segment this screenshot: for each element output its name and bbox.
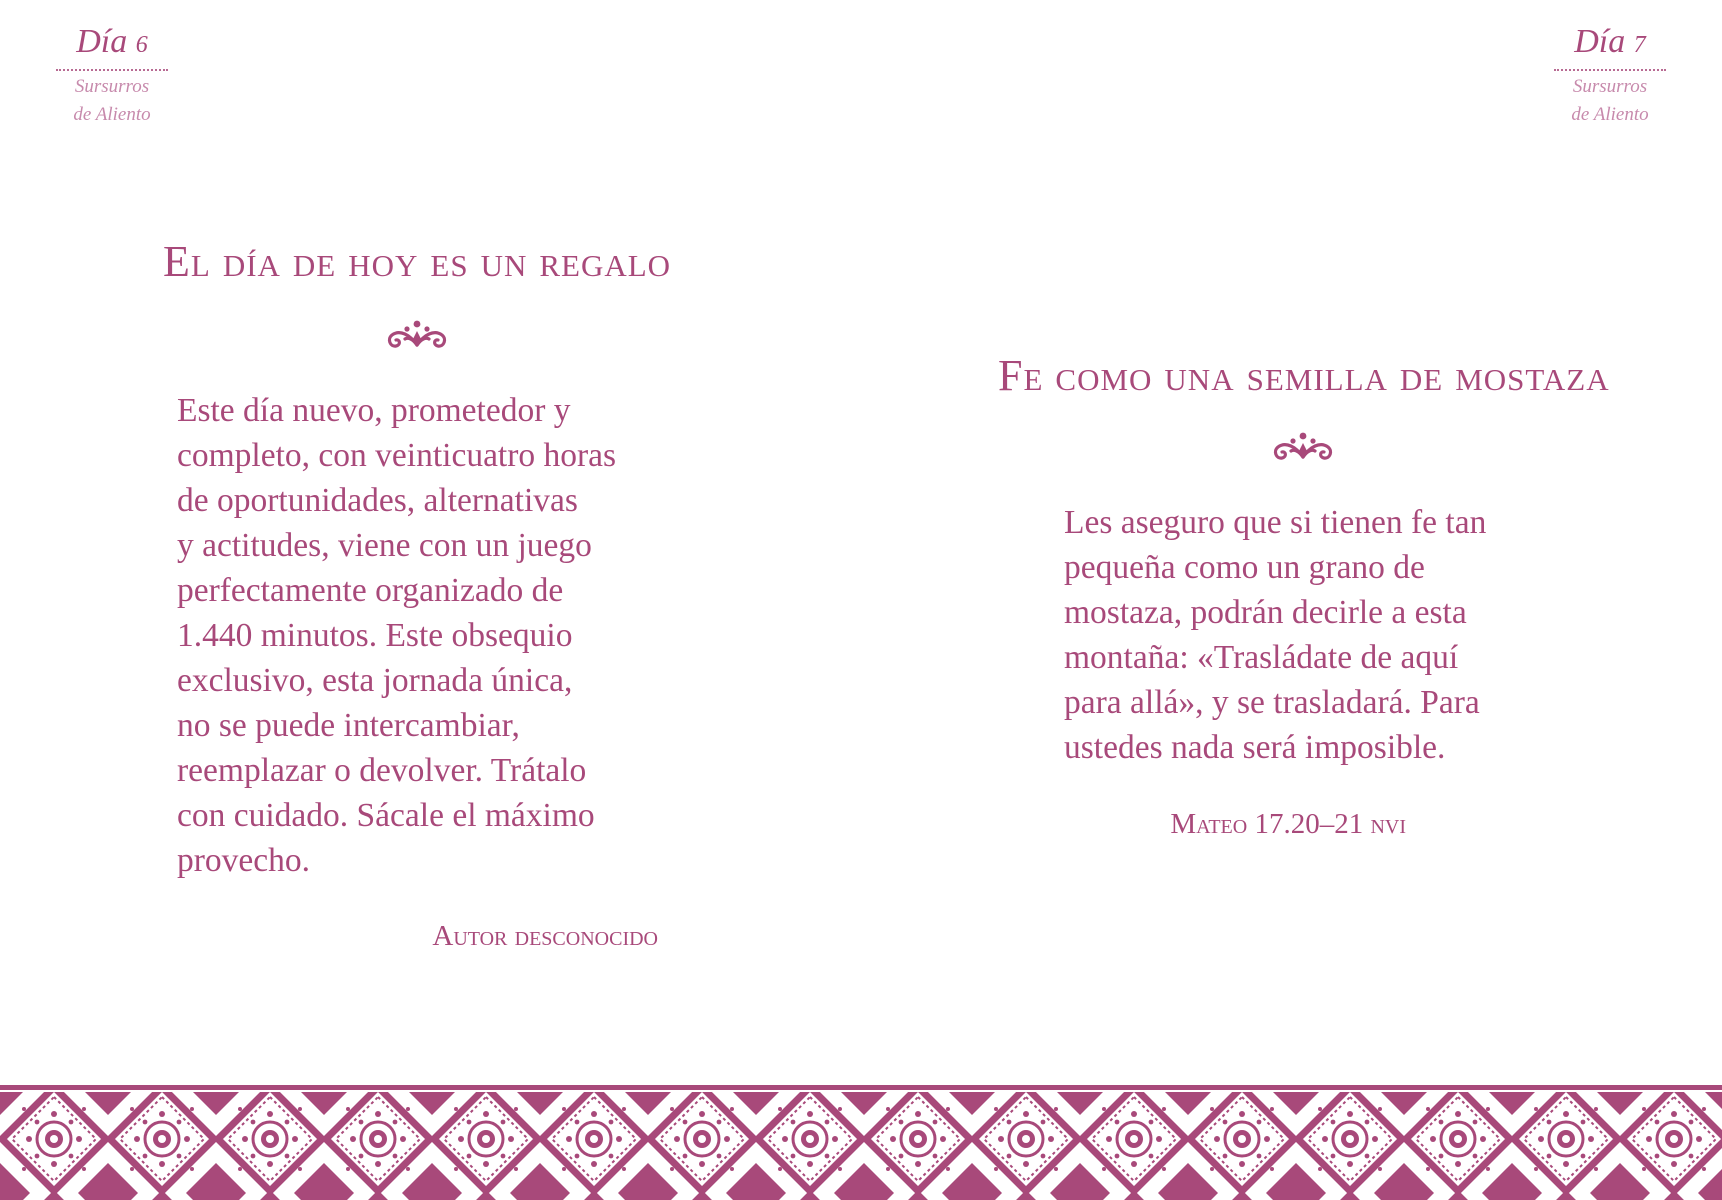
body-line: exclusivo, esta jornada única, xyxy=(177,662,573,699)
body-line: 1.440 minutos. Este obsequio xyxy=(177,617,573,654)
series-name-line1: Sursurros xyxy=(74,76,150,97)
right-page xyxy=(861,0,1722,1085)
body-line: ustedes nada será imposible. xyxy=(1064,729,1446,766)
page-title: Fe como una semilla de mostaza xyxy=(998,351,1610,400)
left-page xyxy=(0,0,861,1085)
body-line: con cuidado. Sácale el máximo xyxy=(177,797,595,834)
series-name-line2: de Aliento xyxy=(73,104,151,125)
scripture-reference xyxy=(1170,808,1406,841)
body-line: y actitudes, viene con un juego xyxy=(177,527,592,564)
body-line: de oportunidades, alternativas xyxy=(177,482,578,519)
day-word: Día xyxy=(76,23,128,60)
day-word: Día xyxy=(1574,23,1626,60)
body-line: no se puede intercambiar, xyxy=(177,707,520,744)
body-line: mostaza, podrán decirle a esta xyxy=(1064,594,1467,631)
day-number: 6 xyxy=(135,32,148,58)
series-name-line2: de Aliento xyxy=(1571,104,1649,125)
lace-pattern-band xyxy=(0,1085,1722,1200)
day-label xyxy=(56,22,168,71)
body-line: Les aseguro que si tienen fe tan xyxy=(1064,504,1487,541)
reference-text: Mateo 17.20–21 xyxy=(1170,808,1364,840)
flourish-ornament-icon xyxy=(1268,427,1338,467)
day-number: 7 xyxy=(1633,32,1646,58)
devotional-body xyxy=(177,388,667,883)
page-title: El día de hoy es un regalo xyxy=(163,237,672,286)
body-line: pequeña como un grano de xyxy=(1064,549,1425,586)
scripture-body xyxy=(1064,500,1544,770)
day-marker-left xyxy=(56,22,168,127)
body-line: perfectamente organizado de xyxy=(177,572,564,609)
body-line: completo, con veinticuatro horas xyxy=(177,437,617,474)
body-line: montaña: «Trasládate de aquí xyxy=(1064,639,1459,676)
body-line: para allá», y se trasladará. Para xyxy=(1064,684,1480,721)
attribution: Autor desconocido xyxy=(432,920,658,952)
day-label xyxy=(1554,22,1666,71)
body-line: provecho. xyxy=(177,842,311,879)
body-line: Este día nuevo, prometedor y xyxy=(177,392,571,429)
series-name-line1: Sursurros xyxy=(1572,76,1648,97)
day-marker-right xyxy=(1554,22,1666,127)
flourish-ornament-icon xyxy=(382,315,452,355)
body-line: reemplazar o devolver. Trátalo xyxy=(177,752,587,789)
lace-pattern-icon xyxy=(0,1085,1722,1200)
bible-version: nvi xyxy=(1370,808,1406,840)
